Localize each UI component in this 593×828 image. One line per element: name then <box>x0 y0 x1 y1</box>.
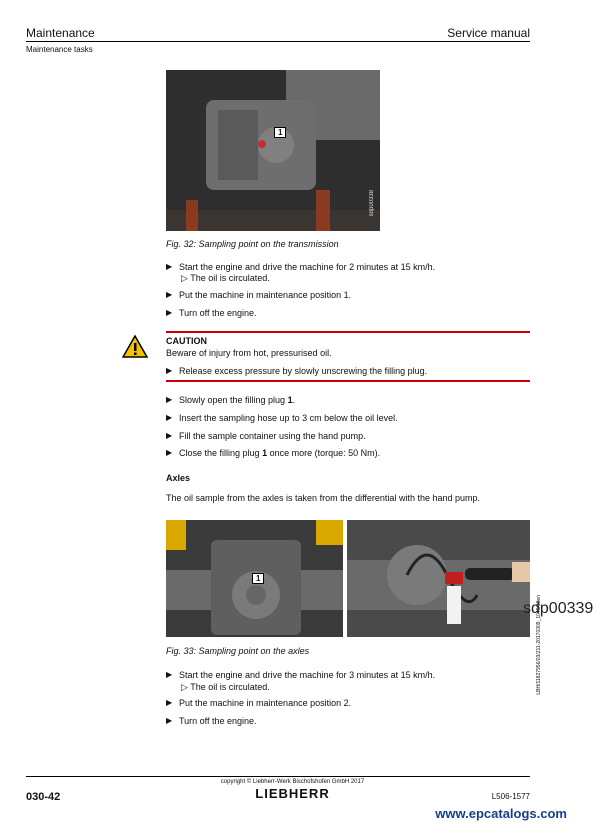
doc-type: Service manual <box>447 26 530 40</box>
section-title: Maintenance <box>26 26 95 40</box>
watermark-link[interactable]: www.epcatalogs.com <box>435 806 567 821</box>
image-id: sdp00338 <box>369 190 375 217</box>
bullet-arrow-icon: ▶ <box>166 716 173 725</box>
caution-title: CAUTION <box>166 336 207 346</box>
axle-photo-right <box>347 520 530 637</box>
bullet-arrow-icon: ▶ <box>166 698 173 707</box>
page-number: 030-42 <box>26 791 61 803</box>
axles-heading: Axles <box>166 473 191 483</box>
step-item: ▶ Insert the sampling hose up to 3 cm below the oil level. <box>166 413 398 423</box>
bullet-arrow-icon: ▶ <box>166 290 173 299</box>
bullet-arrow-icon: ▶ <box>166 366 173 375</box>
bullet-arrow-icon: ▶ <box>166 395 173 404</box>
step-item: ▶ Turn off the engine. <box>166 308 257 318</box>
step-item: ▶ Start the engine and drive the machine for 2 minutes at 15 km/h. <box>166 262 436 272</box>
step-result: ▷ The oil is circulated. <box>181 273 270 283</box>
step-item: ▶ Start the engine and drive the machine for 3 minutes at 15 km/h. <box>166 670 436 680</box>
step-item: ▶ Close the filling plug 1 once more (torque: 50 Nm). <box>166 448 381 458</box>
document-id: LBH/11827956/03/211-20170309_1045/10en <box>536 595 542 695</box>
callout-label: 1 <box>274 127 286 138</box>
caution-rule-bottom <box>166 380 530 382</box>
caution-action: ▶ Release excess pressure by slowly unscrewing the filling plug. <box>166 366 428 376</box>
warning-triangle-icon <box>122 335 148 358</box>
step-item: ▶ Put the machine in maintenance position 1. <box>166 290 352 300</box>
bullet-arrow-icon: ▶ <box>166 431 173 440</box>
transmission-photo <box>166 70 380 231</box>
copyright: copyright © Liebherr-Werk Bischofshofen GmbH 2017 <box>220 779 365 785</box>
axles-paragraph: The oil sample from the axles is taken from the differential with the hand pump. <box>166 493 480 503</box>
bullet-arrow-icon: ▶ <box>166 262 173 271</box>
bullet-arrow-icon: ▶ <box>166 308 173 317</box>
bullet-arrow-icon: ▶ <box>166 448 173 457</box>
figure-caption: Fig. 32: Sampling point on the transmission <box>166 239 339 249</box>
header-divider <box>26 41 530 42</box>
caution-rule-top <box>166 331 530 333</box>
caution-text: Beware of injury from hot, pressurised oil. <box>166 348 332 358</box>
bullet-arrow-icon: ▶ <box>166 413 173 422</box>
step-item: ▶ Slowly open the filling plug 1. <box>166 395 296 405</box>
step-result: ▷ The oil is circulated. <box>181 682 270 692</box>
step-item: ▶ Fill the sample container using the hand pump. <box>166 431 366 441</box>
callout-label: 1 <box>252 573 264 584</box>
axle-photo-left <box>166 520 343 637</box>
subsection-title: Maintenance tasks <box>26 45 93 54</box>
step-item: ▶ Turn off the engine. <box>166 716 257 726</box>
axle-photo-right-art <box>347 520 530 637</box>
brand-logo: LIEBHERR <box>255 786 330 801</box>
step-item: ▶ Put the machine in maintenance position 2. <box>166 698 352 708</box>
figure-caption: Fig. 33: Sampling point on the axles <box>166 646 310 656</box>
model-number: L506-1577 <box>491 792 530 801</box>
transmission-photo-art <box>166 70 380 231</box>
bullet-arrow-icon: ▶ <box>166 670 173 679</box>
footer-divider <box>26 776 530 777</box>
image-id: sdp00339 <box>523 600 593 617</box>
